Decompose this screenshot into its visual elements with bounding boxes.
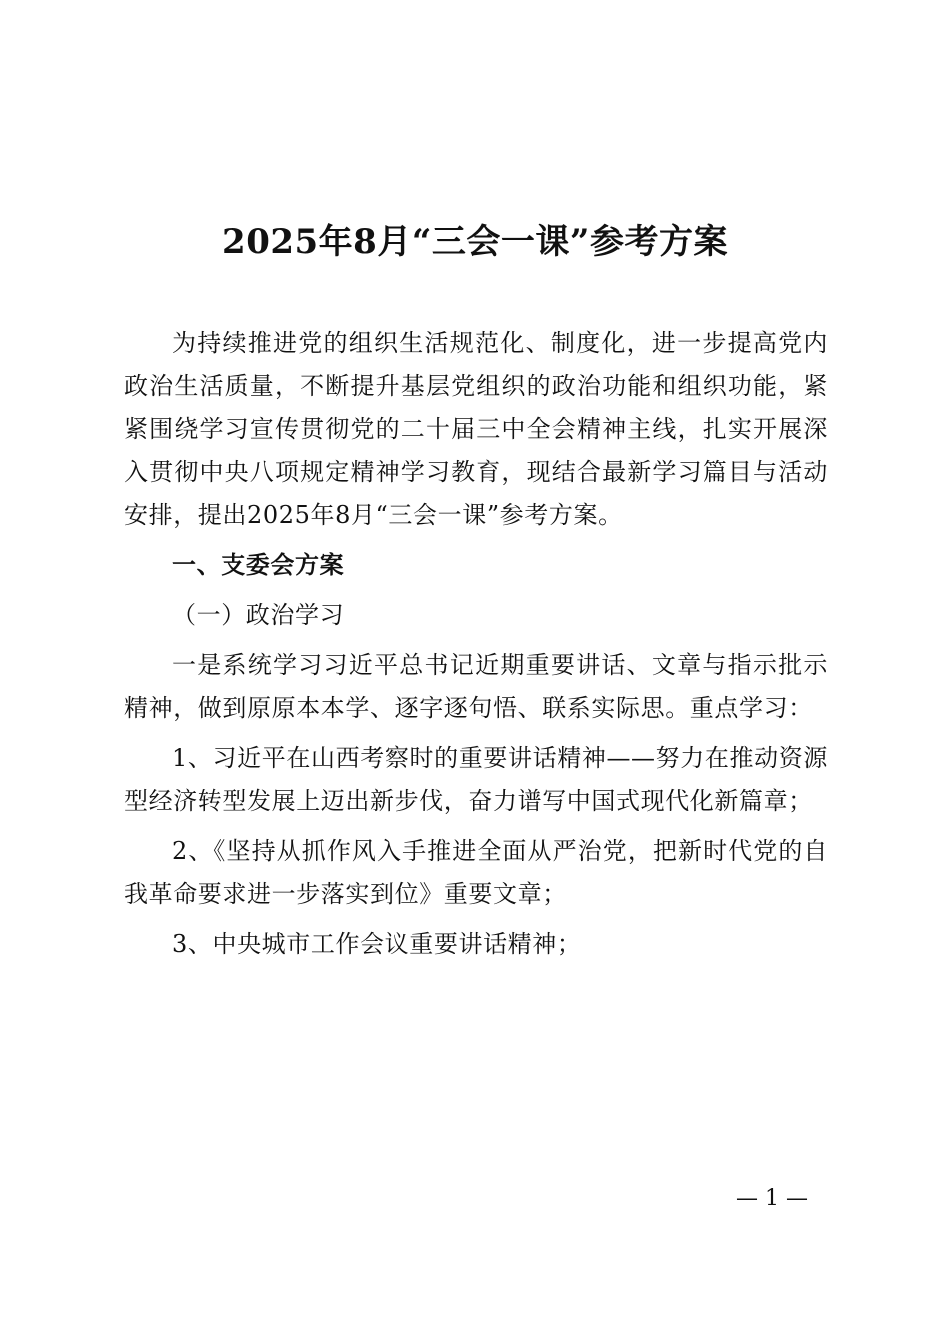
list-item: 1、习近平在山西考察时的重要讲话精神——努力在推动资源型经济转型发展上迈出新步伐，奋力谱写中国式现代化新篇章；: [124, 744, 828, 815]
subsection-heading: （一）政治学习: [172, 601, 345, 629]
body-paragraph: 一是系统学习习近平总书记近期重要讲话、文章与指示批示精神，做到原原本本学、逐字逐句悟、联系实际思。重点学习：: [124, 651, 828, 722]
document-title: 2025年8月“三会一课”参考方案: [222, 222, 728, 262]
page-number: — 1 —: [736, 1186, 808, 1211]
section-heading: 一、支委会方案: [172, 551, 345, 579]
list-item: 2、《坚持从抓作风入手推进全面从严治党，把新时代党的自我革命要求进一步落实到位》重要文章；: [124, 837, 828, 908]
intro-paragraph: 为持续推进党的组织生活规范化、制度化，进一步提高党内政治生活质量，不断提升基层党组织的政治功能和组织功能，紧紧围绕学习宣传贯彻党的二十届三中全会精神主线，扎实开展深入贯彻中央八项规定精神学习教育，现结合最新学习篇目与活动安排，提出2025年8月“三会一课”参考方案。: [124, 329, 828, 529]
document-body: [124, 322, 828, 973]
list-item: 3、中央城市工作会议重要讲话精神；: [172, 930, 582, 958]
